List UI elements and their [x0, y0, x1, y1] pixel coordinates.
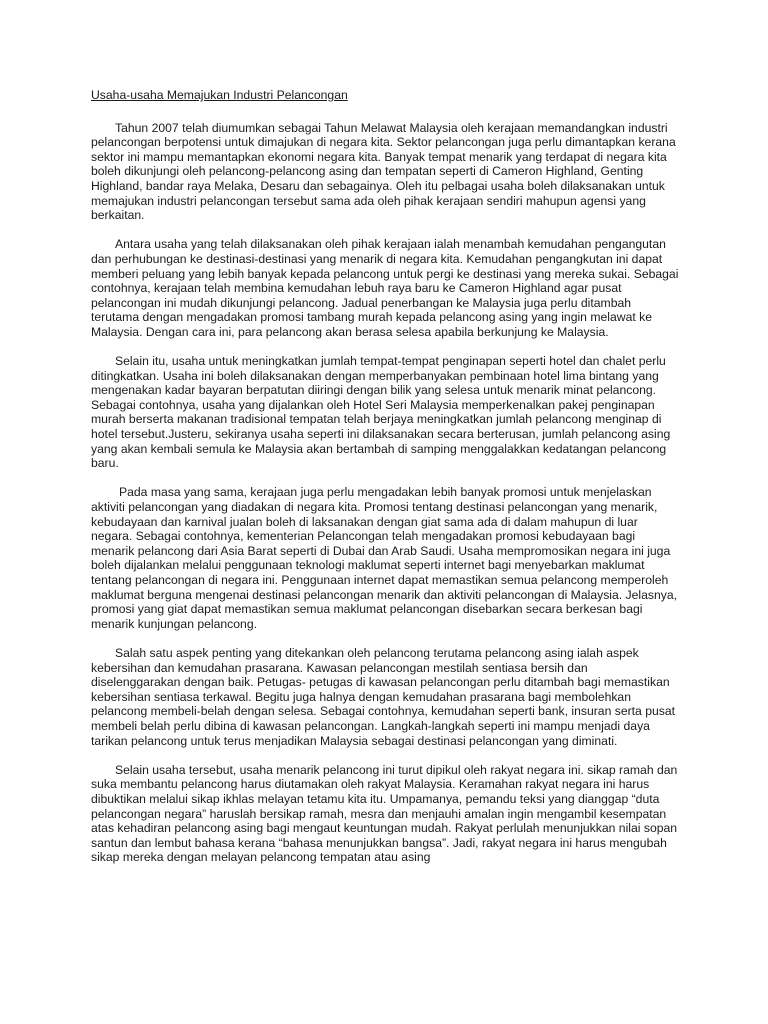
- paragraph-3: Selain itu, usaha untuk meningkatkan jumlah tempat-tempat penginapan seperti hotel dan chalet perlu ditingkatkan. Usaha ini boleh dilaksanakan dengan memperbanyakan pembinaan hotel lima bintang yang mengenakan kadar bayaran berpatutan diiringi dengan bilik yang selesa untuk menarik minat pelancong. Sebagai contohnya, usaha yang dijalankan oleh Hotel Seri Malaysia memperkenalkan pakej penginapan murah berserta makanan tradisional tempatan telah berjaya meningkatkan jumlah pelancong menginap di hotel tersebut.Justeru, sekiranya usaha seperti ini dilaksanakan secara berterusan, jumlah pelancong asing yang akan kembali semula ke Malaysia akan bertambah di samping menggalakkan kedatangan pelancong baru.: [91, 354, 671, 471]
- paragraph-2: Antara usaha yang telah dilaksanakan oleh pihak kerajaan ialah menambah kemudahan pengangutan dan perhubungan ke destinasi-destinasi yang menarik di negara kita. Kemudahan pengangkutan ini dapat memberi peluang yang lebih banyak kepada pelancong untuk pergi ke destinasi yang mereka sukai. Sebagai contohnya, kerajaan telah membina kemudahan lebuh raya baru ke Cameron Highland agar pusat pelancongan ini mudah dikunjungi pelancong. Jadual penerbangan ke Malaysia juga perlu ditambah terutama dengan mengadakan promosi tambang murah kepada pelancong asing yang ingin melawat ke Malaysia. Dengan cara ini, para pelancong akan berasa selesa apabila berkunjung ke Malaysia.: [91, 237, 679, 339]
- paragraph-6: Selain usaha tersebut, usaha menarik pelancong ini turut dipikul oleh rakyat negara ini. sikap ramah dan suka membantu pelancong harus diutamakan oleh rakyat Malaysia. Keramahan rakyat negara ini harus dibuktikan melalui sikap ikhlas melayan tetamu kita itu. Umpamanya, pemandu teksi yang dianggap “duta pelancongan negara” haruslah bersikap ramah, mesra dan menjauhi amalan ingin mengambil kesempatan atas kehadiran pelancong asing bagi mengaut keuntungan mudah. Rakyat perlulah menunjukkan nilai sopan santun dan lembut bahasa kerana “bahasa menunjukkan bangsa”. Jadi, rakyat negara ini harus mengubah sikap mereka dengan melayan pelancong tempatan atau asing: [91, 762, 678, 865]
- paragraph-4: Pada masa yang sama, kerajaan juga perlu mengadakan lebih banyak promosi untuk menjelaskan aktiviti pelancongan yang diadakan di negara kita. Promosi tentang destinasi pelancongan yang menarik, kebudayaan dan karnival jualan boleh di laksanakan dengan giat sama ada di dalam mahupun di luar negara. Sebagai contohnya, kementerian Pelancongan telah mengadakan promosi kebudayaan bagi menarik pelancong dari Asia Barat seperti di Dubai dan Arab Saudi. Usaha mempromosikan negara ini juga boleh dijalankan melalui penggunaan teknologi maklumat seperti internet bagi menyebarkan maklumat tentang pelancongan di negara ini. Penggunaan internet dapat memastikan semua pelancong memperoleh maklumat berguna mengenai destinasi pelancongan menarik dan aktiviti pelancongan di Malaysia. Jelasnya, promosi yang giat dapat memastikan semua maklumat pelancongan disebarkan secara berkesan bagi menarik kunjungan pelancong.: [91, 485, 678, 631]
- document-title: Usaha-usaha Memajukan Industri Pelancongan: [91, 88, 348, 102]
- paragraph-5: Salah satu aspek penting yang ditekankan oleh pelancong terutama pelancong asing ialah aspek kebersihan dan kemudahan prasarana. Kawasan pelancongan mestilah sentiasa bersih dan diselenggarakan dengan baik. Petugas- petugas di kawasan pelancongan perlu ditambah bagi memastikan kebersihan sentiasa terkawal. Begitu juga halnya dengan kemudahan prasarana bagi membolehkan pelancong membeli-belah dengan selesa. Sebagai contohnya, kemudahan seperti bank, insuran serta pusat membeli belah perlu dibina di kawasan pelancongan. Langkah-langkah seperti ini mampu menjadi daya tarikan pelancong untuk terus menjadikan Malaysia sebagai destinasi pelancongan yang diminati.: [91, 645, 676, 748]
- paragraph-1: Tahun 2007 telah diumumkan sebagai Tahun Melawat Malaysia oleh kerajaan memandangkan industri pelancongan berpotensi untuk dimajukan di negara kita. Sektor pelancongan juga perlu dimantapkan kerana sektor ini mampu memantapkan ekonomi negara kita. Banyak tempat menarik yang terdapat di negara kita boleh dikunjungi oleh pelancong-pelancong asing dan tempatan seperti di Cameron Highland, Genting Highland, bandar raya Melaka, Desaru dan sebagainya. Oleh itu pelbagai usaha boleh dilaksanakan untuk memajukan industri pelancongan tersebut sama ada oleh pihak kerajaan sendiri mahupun agensi yang berkaitan.: [91, 120, 676, 223]
